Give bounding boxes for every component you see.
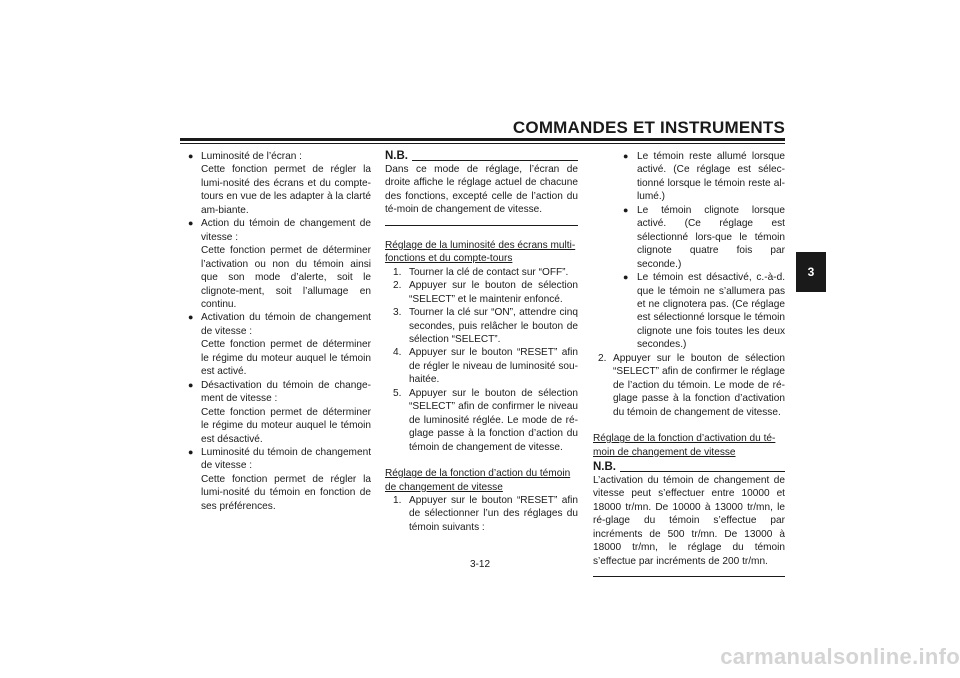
nb-label: N.B.: [593, 460, 616, 473]
bullet-body: Cette fonction permet de régler la lumi-nosité du témoin en fonction de ses préférences.: [201, 473, 371, 512]
step-text: Tourner la clé de contact sur “OFF”.: [409, 266, 569, 278]
header-rule-thick: [180, 138, 785, 141]
list-item: [385, 306, 578, 346]
bullet-item: [188, 446, 371, 513]
step-text: Appuyer sur le bouton “RESET” afin de régler le niveau de luminosité sou-haitée.: [409, 347, 578, 386]
sub-bullet-item: [593, 204, 785, 271]
bullet-item: [188, 379, 371, 446]
list-item: [385, 346, 578, 386]
bullet-item: [188, 150, 371, 217]
section-title: Réglage de la fonction d’activation du té-moin de changement de vitesse: [593, 433, 776, 458]
step-number: 1.: [393, 266, 402, 278]
step-text: Tourner la clé sur “ON”, attendre cinq secondes, puis relâcher le bouton de sélection “SELECT”.: [409, 307, 578, 345]
nb-text: Dans ce mode de réglage, l’écran de droite affiche le réglage actuel de chacune des fonctions, excepté celle de l’action du té-moin de changement de vitesse.: [385, 164, 578, 216]
nb-header: [593, 461, 785, 474]
bullet-body: Cette fonction permet de déterminer le régime du moteur auquel le témoin est activé.: [201, 339, 371, 378]
list-item: [385, 266, 578, 279]
chapter-tab: 3: [796, 252, 826, 292]
bullet-heading: Luminosité du témoin de changement de vitesse :: [201, 446, 371, 472]
bullet-item: [188, 311, 371, 378]
bullet-body: Cette fonction permet de déterminer le régime du moteur auquel le témoin est désactivé.: [201, 406, 371, 445]
watermark: carmanualsonline.info: [720, 644, 960, 669]
sub-bullet-text: Le témoin est désactivé, c.-à-d. que le témoin ne s’allumera pas et ne clignotera pas. (Ce réglage est sélectionné lorsque le témoin clignote une fois toutes les deux secondes.): [637, 272, 785, 351]
step-number: 4.: [393, 347, 402, 359]
section-title: Réglage de la luminosité des écrans multi-fonctions et du compte-tours: [385, 239, 576, 265]
sub-bullet-item: [593, 150, 785, 204]
sub-bullet-text: Le témoin clignote lorsque activé. (Ce réglage est sélectionné lors-que le témoin clignote quatre fois par seconde.): [637, 204, 785, 270]
nb-end-rule: [593, 576, 785, 577]
bullet-heading: Activation du témoin de changement de vitesse :: [201, 312, 371, 337]
step-text: Appuyer sur le bouton “RESET” afin de sélectionner l’un des réglages du témoin suivants :: [409, 494, 578, 533]
bullet-dot-icon: ●: [188, 446, 194, 457]
step-number: 1.: [393, 494, 402, 506]
column-3: [593, 150, 785, 577]
step-number: 2.: [598, 352, 607, 364]
bullet-dot-icon: ●: [623, 204, 629, 215]
page-number: 3-12: [469, 559, 490, 570]
bullet-dot-icon: ●: [188, 379, 194, 390]
bullet-body: Cette fonction permet de régler la lumi-nosité des écrans et du compte-tours en vue de les adapter à la clarté am-biante.: [201, 164, 371, 216]
step-text: Appuyer sur le bouton de sélection “SELECT” afin de confirmer le niveau de luminosité réglée. Le mode de ré-glage passe à la fonction d’action du témoin de changement de vitesse.: [409, 387, 578, 453]
column-2: [385, 150, 578, 534]
step-text: Appuyer sur le bouton de sélection “SELECT” et le maintenir enfoncé.: [409, 280, 578, 305]
section-title: Réglage de la fonction d’action du témoin de changement de vitesse: [385, 468, 571, 493]
bullet-heading: Luminosité de l’écran :: [201, 151, 302, 162]
list-item: [385, 494, 578, 534]
nb-text: L’activation du témoin de changement de vitesse peut s’effectuer entre 10000 et 18000 tr/mn. De 10000 à 13000 tr/mn, le ré-glage du témoin s’effectue par incréments de 500 tr/mn. De 13000 à 18000 tr/mn, le réglage du témoin s’effectue par incréments de 200 tr/mn.: [593, 474, 785, 567]
bullet-dot-icon: ●: [188, 151, 194, 161]
nb-rule: [620, 471, 785, 472]
bullet-dot-icon: ●: [188, 218, 194, 229]
column-1: [188, 150, 371, 513]
sub-bullet-text: Le témoin reste allumé lorsque activé. (Ce réglage est sélec-tionné lorsque le témoin reste al-lumé.): [637, 151, 785, 203]
nb-rule: [412, 160, 578, 161]
bullet-dot-icon: ●: [623, 151, 629, 161]
step-number: 3.: [393, 307, 402, 319]
page-title: COMMANDES ET INSTRUMENTS: [512, 118, 785, 137]
step-number: 2.: [393, 280, 402, 292]
list-item: [385, 279, 578, 306]
nb-label: N.B.: [385, 150, 408, 162]
sub-bullet-item: [593, 271, 785, 352]
bullet-body: Cette fonction permet de déterminer l’activation ou non du témoin ainsi que son mode d’alerte, soit le clignote-ment, soit l’allumage en continu.: [201, 245, 371, 310]
header-rule-thin: [180, 143, 785, 144]
bullet-item: [188, 217, 371, 311]
step-text: Appuyer sur le bouton de sélection “SELECT” afin de confirmer le réglage de l’action du témoin. Le mode de ré-glage passe à la fonction d’activation du témoin de changement de vitesse.: [613, 352, 785, 418]
step-number: 5.: [393, 387, 402, 399]
list-item: [385, 387, 578, 454]
list-item: [593, 352, 785, 419]
nb-header: [385, 150, 578, 163]
bullet-dot-icon: ●: [188, 312, 194, 323]
bullet-heading: Action du témoin de changement de vitesse :: [201, 218, 371, 243]
bullet-dot-icon: ●: [623, 272, 629, 283]
bullet-heading: Désactivation du témoin de change-ment de vitesse :: [201, 379, 371, 405]
